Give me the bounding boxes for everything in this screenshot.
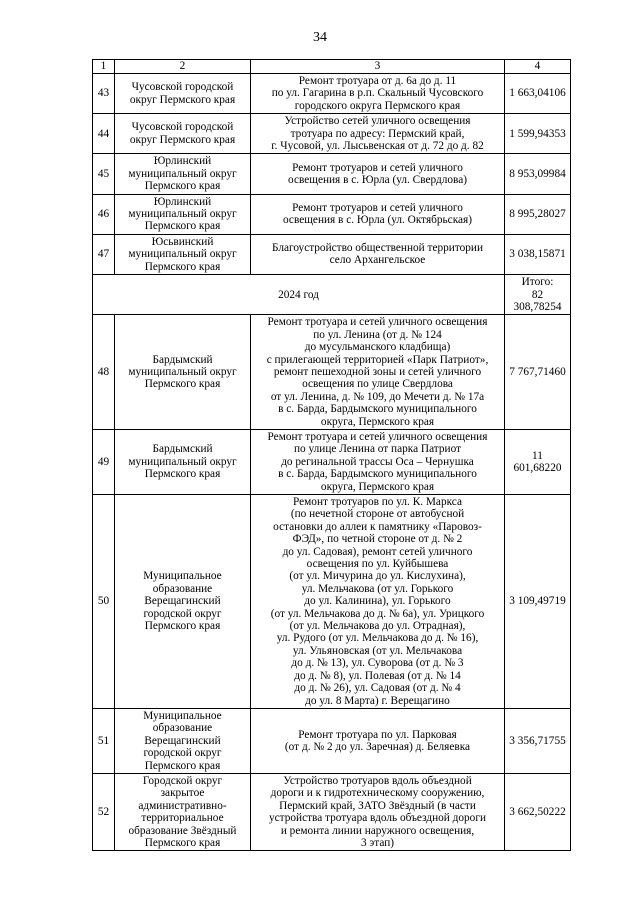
municipality-cell-line: Юрлинский [153, 155, 212, 168]
municipality-cell-line: Муниципальное [143, 570, 222, 583]
municipality-cell-line: муниципальный округ [128, 208, 237, 221]
year-total [505, 275, 571, 315]
municipality-cell-line: Пермского края [144, 378, 221, 391]
description-cell-line: до д. № 8), ул. Полевая (от д. № 14 [294, 669, 461, 682]
municipality-cell-line: округ Пермского края [129, 93, 236, 106]
description-cell [251, 315, 505, 430]
year-row [93, 275, 571, 315]
description-cell-line: устройства тротуара вдоль объездной дороги [268, 812, 487, 825]
year-total-amount: 82 308,78254 [513, 288, 562, 313]
municipality-cell-line: Пермского края [144, 468, 221, 481]
municipality-cell-line: Пермского края [144, 220, 221, 233]
table-row [93, 74, 571, 114]
table-row [93, 154, 571, 194]
column-header: 4 [505, 60, 571, 74]
description-cell-line: Ремонт тротуара по ул. Парковая [298, 728, 457, 741]
description-cell-line: село Архангельское [329, 254, 426, 267]
municipality-cell-line: городской округ [143, 607, 222, 620]
municipality-cell [115, 773, 251, 850]
municipality-cell-line: образование [152, 582, 213, 595]
amount-cell: 3 109,49719 [505, 495, 571, 709]
description-cell [251, 154, 505, 194]
municipality-cell-line: Пермского края [144, 759, 221, 772]
municipality-cell [115, 708, 251, 773]
municipality-cell-line: Пермского края [144, 836, 221, 849]
municipality-cell-line: муниципальный округ [128, 455, 237, 468]
budget-table [92, 59, 571, 851]
row-number: 44 [93, 114, 115, 154]
amount-cell: 3 356,71755 [505, 708, 571, 773]
municipality-cell-line: муниципальный округ [128, 167, 237, 180]
description-cell-line: освещения в с. Юрла (ул. Октябрьская) [283, 214, 472, 227]
municipality-cell-line: Пермского края [144, 180, 221, 193]
municipality-cell-line: Муниципальное [143, 709, 222, 722]
municipality-cell-line: Чусовской городской [131, 81, 234, 94]
description-cell-line: до ул. Калинина), ул. Горького [304, 595, 451, 608]
description-cell-line: освещения по ул. Куйбышева [306, 558, 449, 571]
column-header: 3 [251, 60, 505, 74]
description-cell-line: (по нечетной стороне от автобусной [290, 508, 465, 521]
description-cell-line: до ул. Садовая), ремонт сетей уличного [282, 545, 473, 558]
description-cell-line: Пермский край, ЗАТО Звёздный (в части [279, 799, 476, 812]
table-row [93, 773, 571, 850]
amount-cell: 3 038,15871 [505, 234, 571, 274]
municipality-cell-line: Чусовской городской [131, 121, 234, 134]
description-cell-line: по ул. Гагарина в р.п. Скальный Чусовского [271, 87, 484, 100]
municipality-cell [115, 315, 251, 430]
description-cell-line: в с. Барда, Бардымского муниципального [278, 403, 477, 416]
table-row [93, 114, 571, 154]
description-cell-line: округа, Пермского края [320, 480, 435, 493]
row-number: 51 [93, 708, 115, 773]
description-cell-line: до д. № 13), ул. Суворова (от д. № 3 [291, 657, 464, 670]
description-cell-line: по улице Ленина от парка Патриот [293, 443, 462, 456]
table-row [93, 194, 571, 234]
description-cell-line: ул. Рудого (от ул. Мельчакова до д. № 16), [276, 632, 479, 645]
description-cell-line: освещения в с. Юрла (ул. Свердлова) [288, 174, 467, 187]
municipality-cell-line: Пермского края [144, 260, 221, 273]
row-number: 45 [93, 154, 115, 194]
description-cell-line: дороги и к гидротехническому сооружению, [270, 787, 485, 800]
description-cell-line: ФЭД», по четной стороне от д. № 2 [292, 533, 463, 546]
row-number: 50 [93, 495, 115, 709]
municipality-cell [115, 429, 251, 494]
description-cell-line: (от ул. Мельчакова до ул. Отрадная), [289, 620, 466, 633]
column-header: 2 [115, 60, 251, 74]
municipality-cell-line: Пермского края [144, 620, 221, 633]
table-row [93, 708, 571, 773]
description-cell [251, 114, 505, 154]
description-cell-line: Ремонт тротуаров и сетей уличного [292, 201, 463, 214]
municipality-cell [115, 154, 251, 194]
amount-cell: 11 601,68220 [505, 429, 571, 494]
description-cell-line: ул. Ульяновская (от ул. Мельчакова [292, 644, 463, 657]
description-cell-line: остановки до аллеи к памятнику «Паровоз- [273, 520, 482, 533]
amount-cell: 1 663,04106 [505, 74, 571, 114]
municipality-cell-line: административно- [138, 799, 227, 812]
description-cell-line: до мусульманского кладбища) [304, 341, 451, 354]
municipality-cell-line: Городской округ [142, 774, 223, 787]
table-row [93, 234, 571, 274]
description-cell [251, 74, 505, 114]
municipality-cell-line: Бардымский [152, 353, 213, 366]
row-number: 47 [93, 234, 115, 274]
municipality-cell-line: Верещагинский [144, 595, 221, 608]
description-cell-line: Устройство тротуаров вдоль объездной [283, 774, 472, 787]
municipality-cell-line: городской округ [143, 747, 222, 760]
description-cell-line: Ремонт тротуаров по ул. К. Маркса [293, 496, 462, 508]
municipality-cell-line: территориальное [141, 812, 224, 825]
description-cell-line: освещения по улице Свердлова [302, 378, 453, 391]
description-cell-line: ул. Мельчакова (от ул. Горького [301, 582, 454, 595]
description-cell-line: (от ул. Мельчакова до д. № 6а), ул. Урицкого [270, 607, 485, 620]
description-cell [251, 234, 505, 274]
description-cell-line: тротуара по адресу: Пермский край, [290, 127, 465, 140]
amount-cell: 1 599,94353 [505, 114, 571, 154]
description-cell-line: (от д. № 2 до ул. Заречная) д. Беляевка [284, 740, 471, 753]
row-number: 43 [93, 74, 115, 114]
table-body [93, 60, 571, 851]
description-cell-line: Устройство сетей уличного освещения [284, 115, 471, 128]
description-cell-line: от ул. Ленина, д. № 109, до Мечети д. № 17а [270, 390, 485, 403]
table-row [93, 495, 571, 709]
description-cell-line: Ремонт тротуаров и сетей уличного [292, 161, 463, 174]
page-number: 34 [313, 30, 327, 45]
description-cell-line: до регинальной трассы Оса – Чернушка [281, 455, 474, 468]
column-header: 1 [93, 60, 115, 74]
row-number: 49 [93, 429, 115, 494]
municipality-cell [115, 194, 251, 234]
description-cell-line: до д. № 26), ул. Садовая (от д. № 4 [294, 682, 461, 695]
table-row [93, 315, 571, 430]
description-cell-line: ремонт пешеходной зоны и сетей уличного [273, 365, 482, 378]
municipality-cell-line: округ Пермского края [129, 133, 236, 146]
municipality-cell-line: Юсьвинский [151, 235, 214, 248]
row-number: 48 [93, 315, 115, 430]
description-cell [251, 495, 505, 709]
description-cell-line: городского округа Пермского края [294, 99, 461, 112]
description-cell-line: 3 этап) [360, 836, 395, 849]
municipality-cell [115, 234, 251, 274]
municipality-cell-line: Юрлинский [153, 195, 212, 208]
description-cell-line: (от ул. Мичурина до ул. Кислухина), [289, 570, 466, 583]
description-cell [251, 773, 505, 850]
municipality-cell-line: образование Звёздный [128, 824, 237, 837]
municipality-cell-line: Бардымский [152, 443, 213, 456]
municipality-cell [115, 114, 251, 154]
amount-cell: 8 953,09984 [505, 154, 571, 194]
description-cell-line: Ремонт тротуара от д. 6а до д. 11 [298, 75, 457, 87]
table-row [93, 429, 571, 494]
description-cell-line: по ул. Ленина (от д. № 124 [313, 328, 442, 341]
municipality-cell [115, 74, 251, 114]
row-number: 52 [93, 773, 115, 850]
description-cell [251, 194, 505, 234]
description-cell-line: с прилегающей территорией «Парк Патриот», [266, 353, 489, 366]
municipality-cell-line: образование [152, 722, 213, 735]
description-cell [251, 429, 505, 494]
description-cell-line: и ремонта линии наружного освещения, [280, 824, 475, 837]
municipality-cell-line: муниципальный округ [128, 365, 237, 378]
municipality-cell [115, 495, 251, 709]
year-total-label: Итого: [521, 276, 554, 289]
amount-cell: 8 995,28027 [505, 194, 571, 234]
amount-cell: 3 662,50222 [505, 773, 571, 850]
year-label: 2024 год [93, 275, 505, 315]
row-number: 46 [93, 194, 115, 234]
municipality-cell-line: закрытое [160, 787, 205, 800]
description-cell-line: округа, Пермского края [320, 415, 435, 428]
description-cell-line: в с. Барда, Бардымского муниципального [278, 468, 477, 481]
municipality-cell-line: муниципальный округ [128, 248, 237, 261]
amount-cell: 7 767,71460 [505, 315, 571, 430]
description-cell [251, 708, 505, 773]
column-number-row [93, 60, 571, 74]
description-cell-line: Ремонт тротуара и сетей уличного освещения [267, 430, 488, 443]
description-cell-line: до ул. 8 Марта) г. Верещагино [305, 694, 450, 707]
description-cell-line: Ремонт тротуара и сетей уличного освещения [267, 316, 488, 329]
description-cell-line: г. Чусовой, ул. Лысьвенская от д. 72 до д. 82 [271, 140, 484, 153]
description-cell-line: Благоустройство общественной территории [271, 242, 484, 255]
municipality-cell-line: Верещагинский [144, 734, 221, 747]
